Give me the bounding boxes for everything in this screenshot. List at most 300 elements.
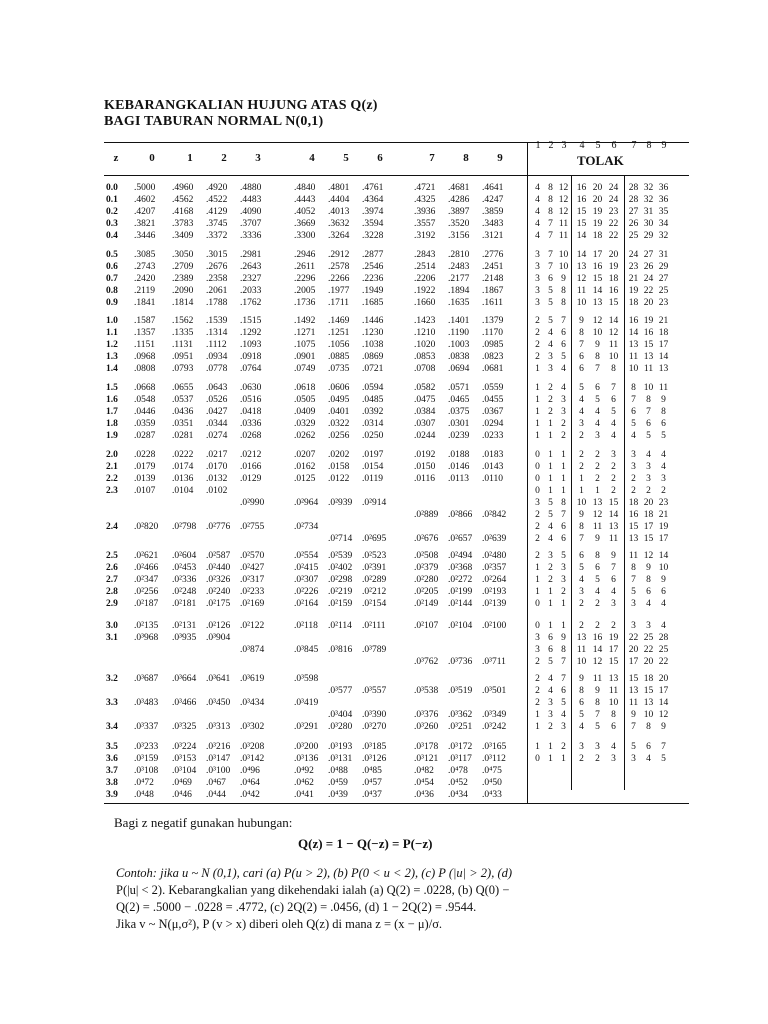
probability-cell: .0838	[448, 352, 470, 362]
difference-cell: 3	[535, 298, 540, 308]
difference-cell: 2	[535, 340, 540, 350]
table-bottom-rule	[104, 803, 689, 804]
probability-cell: .0²539	[328, 551, 353, 561]
probability-cell: .0²415	[294, 563, 319, 573]
difference-cell: 1	[548, 754, 553, 764]
difference-cell: 8	[611, 710, 616, 720]
difference-cell: 18	[592, 231, 603, 241]
probability-cell: .0²368	[448, 563, 473, 573]
probability-cell: .0²676	[414, 534, 439, 544]
difference-cell: 8	[548, 207, 553, 217]
difference-cell: 3	[535, 250, 540, 260]
difference-cell: 16	[628, 510, 639, 520]
probability-cell: .0²326	[206, 575, 231, 585]
difference-cell: 1	[561, 462, 566, 472]
probability-cell: .4602	[134, 195, 156, 205]
probability-cell: .0146	[448, 462, 470, 472]
difference-cell: 16	[608, 286, 619, 296]
probability-cell: .0²939	[328, 498, 353, 508]
probability-cell: .3192	[414, 231, 436, 241]
difference-cell: 11	[608, 686, 619, 696]
difference-cell: 4	[548, 674, 553, 684]
z-value: 2.1	[106, 462, 118, 472]
probability-cell: .0129	[240, 474, 262, 484]
difference-cell: 11	[576, 645, 587, 655]
difference-cell: 4	[535, 219, 540, 229]
probability-cell: .0⁴44	[206, 790, 226, 800]
difference-cell: 13	[576, 262, 587, 272]
difference-cell: 17	[658, 686, 669, 696]
probability-cell: .0³390	[362, 710, 387, 720]
probability-cell: .0²866	[448, 510, 473, 520]
z-value: 0.0	[106, 183, 118, 193]
difference-header: 4	[579, 140, 585, 151]
difference-cell: 25	[643, 633, 654, 643]
difference-cell: 3	[535, 274, 540, 284]
difference-cell: 5	[548, 498, 553, 508]
difference-cell: 17	[658, 340, 669, 350]
difference-cell: 12	[643, 551, 654, 561]
probability-cell: .0²494	[448, 551, 473, 561]
difference-cell: 2	[595, 462, 600, 472]
probability-cell: .0²126	[206, 621, 231, 631]
probability-cell: .0³112	[482, 754, 506, 764]
probability-cell: .0294	[482, 419, 504, 429]
probability-cell: .4960	[172, 183, 194, 193]
probability-cell: .0²114	[328, 621, 352, 631]
probability-cell: .0²205	[414, 587, 439, 597]
difference-cell: 2	[535, 316, 540, 326]
probability-cell: .0392	[362, 407, 384, 417]
z-value: 1.8	[106, 419, 118, 429]
probability-cell: .0694	[448, 364, 470, 374]
probability-cell: .0823	[482, 352, 504, 362]
probability-cell: .0764	[240, 364, 262, 374]
difference-cell: 1	[535, 722, 540, 732]
probability-cell: .0934	[206, 352, 228, 362]
difference-cell: 7	[561, 316, 566, 326]
probability-cell: .3446	[134, 231, 156, 241]
probability-cell: .0²347	[134, 575, 159, 585]
probability-cell: .0119	[362, 474, 384, 484]
difference-cell: 15	[576, 207, 587, 217]
probability-cell: .0537	[172, 395, 194, 405]
probability-cell: .2236	[362, 274, 384, 284]
difference-cell: 10	[576, 298, 587, 308]
difference-cell: 3	[561, 563, 566, 573]
difference-cell: 3	[611, 599, 616, 609]
probability-cell: .0³404	[328, 710, 353, 720]
difference-cell: 15	[643, 686, 654, 696]
difference-cell: 3	[548, 698, 553, 708]
probability-cell: .0618	[294, 383, 316, 393]
difference-cell: 8	[595, 551, 600, 561]
probability-cell: .0²990	[240, 498, 265, 508]
probability-cell: .0107	[134, 486, 156, 496]
probability-cell: .0⁴59	[328, 778, 348, 788]
probability-cell: .0³874	[240, 645, 265, 655]
difference-cell: 1	[548, 599, 553, 609]
difference-cell: 27	[628, 207, 639, 217]
difference-header: 3	[561, 140, 567, 151]
difference-cell: 28	[658, 633, 669, 643]
probability-cell: .0²175	[206, 599, 231, 609]
probability-cell: .1038	[362, 340, 384, 350]
difference-cell: 10	[643, 710, 654, 720]
difference-cell: 21	[658, 316, 669, 326]
probability-cell: .0²964	[294, 498, 319, 508]
probability-cell: .0²427	[240, 563, 265, 573]
difference-cell: 1	[561, 474, 566, 484]
difference-cell: 5	[661, 754, 666, 764]
difference-cell: 3	[631, 621, 636, 631]
difference-cell: 2	[631, 474, 636, 484]
difference-cell: 2	[579, 621, 584, 631]
difference-cell: 4	[611, 419, 616, 429]
probability-cell: .0²570	[240, 551, 265, 561]
difference-cell: 19	[608, 633, 619, 643]
probability-cell: .0³193	[328, 742, 353, 752]
probability-cell: .0174	[172, 462, 194, 472]
probability-cell: .0869	[362, 352, 384, 362]
difference-cell: 12	[608, 328, 619, 338]
probability-cell: .4721	[414, 183, 436, 193]
difference-cell: 19	[608, 262, 619, 272]
probability-cell: .4207	[134, 207, 156, 217]
difference-cell: 6	[548, 645, 553, 655]
difference-cell: 12	[558, 195, 569, 205]
difference-cell: 11	[658, 383, 669, 393]
probability-cell: .0³501	[482, 686, 507, 696]
difference-cell: 7	[548, 250, 553, 260]
difference-cell: 13	[643, 352, 654, 362]
difference-cell: 28	[628, 195, 639, 205]
probability-cell: .0²289	[362, 575, 387, 585]
difference-cell: 0	[535, 599, 540, 609]
difference-cell: 3	[579, 419, 584, 429]
probability-cell: .4801	[328, 183, 350, 193]
probability-cell: .0³121	[414, 754, 439, 764]
difference-cell: 10	[576, 657, 587, 667]
probability-cell: .3156	[448, 231, 470, 241]
difference-cell: 1	[535, 383, 540, 393]
difference-cell: 5	[595, 722, 600, 732]
difference-cell: 3	[579, 742, 584, 752]
difference-cell: 2	[631, 486, 636, 496]
z-value: 2.6	[106, 563, 118, 573]
probability-cell: .0359	[134, 419, 156, 429]
probability-cell: .1515	[240, 316, 262, 326]
difference-cell: 2	[561, 431, 566, 441]
probability-cell: .0²914	[362, 498, 387, 508]
difference-cell: 5	[631, 587, 636, 597]
z-value: 2.4	[106, 522, 118, 532]
probability-cell: .3520	[448, 219, 470, 229]
probability-cell: .1660	[414, 298, 436, 308]
divider-diff-1	[571, 175, 572, 790]
probability-cell: .0268	[240, 431, 262, 441]
probability-cell: .1093	[240, 340, 262, 350]
difference-cell: 1	[535, 431, 540, 441]
difference-cell: 8	[631, 383, 636, 393]
difference-cell: 0	[535, 474, 540, 484]
negative-z-note: Bagi z negatif gunakan hubungan:	[114, 815, 293, 830]
difference-cell: 19	[628, 286, 639, 296]
probability-cell: .0³159	[134, 754, 159, 764]
difference-cell: 8	[646, 395, 651, 405]
probability-cell: .0307	[414, 419, 436, 429]
probability-cell: .0351	[172, 419, 194, 429]
difference-cell: 4	[535, 231, 540, 241]
difference-cell: 6	[561, 534, 566, 544]
difference-cell: 24	[628, 250, 639, 260]
probability-cell: .0262	[294, 431, 316, 441]
probability-cell: .0³117	[448, 754, 472, 764]
difference-cell: 8	[579, 686, 584, 696]
difference-cell: 0	[535, 754, 540, 764]
difference-cell: 14	[608, 316, 619, 326]
difference-cell: 2	[535, 522, 540, 532]
difference-cell: 9	[661, 722, 666, 732]
difference-cell: 11	[558, 231, 569, 241]
probability-cell: .0571	[448, 383, 470, 393]
probability-cell: .4641	[482, 183, 504, 193]
probability-cell: .0²272	[448, 575, 473, 585]
difference-cell: 6	[561, 340, 566, 350]
difference-cell: 5	[611, 407, 616, 417]
difference-cell: 34	[658, 219, 669, 229]
probability-cell: .0⁴46	[172, 790, 192, 800]
probability-cell: .0²523	[362, 551, 387, 561]
probability-cell: .1562	[172, 316, 194, 326]
difference-cell: 10	[558, 262, 569, 272]
probability-cell: .0104	[172, 486, 194, 496]
probability-cell: .2946	[294, 250, 316, 260]
probability-cell: .0170	[206, 462, 228, 472]
difference-cell: 13	[592, 298, 603, 308]
probability-cell: .1711	[328, 298, 350, 308]
difference-cell: 13	[628, 340, 639, 350]
probability-cell: .0778	[206, 364, 228, 374]
probability-cell: .0735	[328, 364, 350, 374]
difference-cell: 1	[535, 563, 540, 573]
difference-cell: 1	[548, 431, 553, 441]
example-line-4: Jika v ~ N(μ,σ²), P (v > x) diberi oleh Q(z) di mana z = (x − μ)/σ.	[116, 917, 443, 931]
probability-cell: .1867	[482, 286, 504, 296]
difference-cell: 6	[646, 419, 651, 429]
difference-cell: 1	[535, 575, 540, 585]
difference-cell: 8	[579, 522, 584, 532]
probability-cell: .0⁴36	[414, 790, 434, 800]
difference-cell: 2	[548, 722, 553, 732]
difference-cell: 4	[561, 364, 566, 374]
probability-cell: .0³302	[240, 722, 265, 732]
probability-cell: .0²379	[414, 563, 439, 573]
difference-cell: 21	[628, 274, 639, 284]
title-line-2: BAGI TABURAN NORMAL N(0,1)	[104, 114, 324, 129]
probability-cell: .4681	[448, 183, 470, 193]
probability-cell: .0²466	[134, 563, 159, 573]
probability-cell: .0708	[414, 364, 436, 374]
probability-cell: .2843	[414, 250, 436, 260]
difference-cell: 15	[643, 534, 654, 544]
probability-cell: .1151	[134, 340, 156, 350]
difference-cell: 2	[595, 599, 600, 609]
z-value: 0.3	[106, 219, 118, 229]
probability-cell: .0³147	[206, 754, 231, 764]
difference-cell: 2	[611, 486, 616, 496]
probability-cell: .0²264	[482, 575, 507, 585]
difference-cell: 4	[646, 450, 651, 460]
difference-cell: 12	[592, 316, 603, 326]
difference-cell: 3	[535, 262, 540, 272]
difference-header: 1	[535, 140, 541, 151]
probability-cell: .1762	[240, 298, 262, 308]
difference-cell: 2	[611, 474, 616, 484]
difference-cell: 16	[643, 328, 654, 338]
difference-cell: 7	[611, 383, 616, 393]
difference-cell: 3	[548, 710, 553, 720]
probability-cell: .0116	[414, 474, 436, 484]
probability-cell: .0853	[414, 352, 436, 362]
difference-cell: 9	[561, 274, 566, 284]
difference-cell: 2	[548, 575, 553, 585]
probability-cell: .0436	[172, 407, 194, 417]
difference-cell: 2	[535, 686, 540, 696]
probability-cell: .0³108	[134, 766, 159, 776]
difference-cell: 17	[643, 522, 654, 532]
probability-cell: .0³242	[482, 722, 507, 732]
probability-cell: .0³280	[328, 722, 353, 732]
difference-cell: 27	[658, 274, 669, 284]
difference-cell: 1	[561, 599, 566, 609]
probability-cell: .1271	[294, 328, 316, 338]
difference-cell: 10	[576, 498, 587, 508]
difference-cell: 2	[579, 431, 584, 441]
probability-cell: .0⁴62	[294, 778, 314, 788]
difference-cell: 6	[561, 522, 566, 532]
probability-cell: .0367	[482, 407, 504, 417]
difference-cell: 3	[535, 645, 540, 655]
difference-cell: 4	[611, 587, 616, 597]
difference-cell: 2	[561, 587, 566, 597]
probability-cell: .2514	[414, 262, 436, 272]
probability-cell: .4404	[328, 195, 350, 205]
probability-cell: .0²357	[482, 563, 507, 573]
probability-cell: .0681	[482, 364, 504, 374]
z-value: 2.8	[106, 587, 118, 597]
difference-cell: 13	[608, 674, 619, 684]
probability-cell: .0102	[206, 486, 228, 496]
difference-cell: 5	[631, 419, 636, 429]
probability-cell: .0158	[328, 462, 350, 472]
probability-cell: .0⁴67	[206, 778, 226, 788]
column-header: 4	[309, 152, 315, 164]
probability-cell: .0885	[328, 352, 350, 362]
z-value: 3.4	[106, 722, 118, 732]
probability-cell: .3228	[362, 231, 384, 241]
difference-cell: 2	[595, 621, 600, 631]
difference-cell: 1	[548, 419, 553, 429]
difference-cell: 1	[561, 621, 566, 631]
probability-cell: .0188	[448, 450, 470, 460]
probability-cell: .0446	[134, 407, 156, 417]
difference-cell: 14	[576, 250, 587, 260]
z-value: 1.9	[106, 431, 118, 441]
probability-cell: .0³185	[362, 742, 387, 752]
difference-cell: 7	[631, 722, 636, 732]
probability-cell: .0110	[482, 474, 504, 484]
difference-cell: 6	[646, 587, 651, 597]
probability-cell: .2061	[206, 286, 228, 296]
probability-cell: .0³904	[206, 633, 231, 643]
probability-cell: .0³664	[172, 674, 197, 684]
probability-cell: .0202	[328, 450, 350, 460]
probability-cell: .0³483	[134, 698, 159, 708]
difference-cell: 9	[561, 633, 566, 643]
difference-cell: 2	[646, 486, 651, 496]
probability-cell: .0⁴69	[172, 778, 192, 788]
difference-cell: 9	[611, 551, 616, 561]
probability-cell: .0³165	[482, 742, 507, 752]
z-value: 3.8	[106, 778, 118, 788]
difference-cell: 7	[646, 407, 651, 417]
probability-cell: .4168	[172, 207, 194, 217]
probability-cell: .0⁴39	[328, 790, 348, 800]
probability-cell: .0427	[206, 407, 228, 417]
probability-cell: .0²695	[362, 534, 387, 544]
probability-cell: .1788	[206, 298, 228, 308]
probability-cell: .0179	[134, 462, 156, 472]
difference-cell: 30	[643, 219, 654, 229]
z-value: 1.4	[106, 364, 118, 374]
z-value: 2.7	[106, 575, 118, 585]
probability-cell: .2546	[362, 262, 384, 272]
difference-cell: 6	[548, 633, 553, 643]
difference-cell: 4	[561, 710, 566, 720]
example-line-1: Contoh: jika u ~ N (0,1), cari (a) P(u > 2), (b) P(0 < u < 2), (c) P (|u| > 2), (d)	[116, 866, 513, 880]
difference-cell: 13	[576, 633, 587, 643]
column-header: 3	[255, 152, 261, 164]
probability-cell: .3897	[448, 207, 470, 217]
z-value: 3.3	[106, 698, 118, 708]
probability-cell: .0³711	[482, 657, 506, 667]
probability-cell: .3745	[206, 219, 228, 229]
difference-cell: 7	[561, 657, 566, 667]
probability-cell: .0287	[134, 431, 156, 441]
difference-cell: 16	[576, 183, 587, 193]
probability-cell: .3821	[134, 219, 156, 229]
column-header: 0	[149, 152, 155, 164]
probability-cell: .0⁴33	[482, 790, 502, 800]
difference-cell: 3	[548, 364, 553, 374]
difference-cell: 5	[579, 383, 584, 393]
probability-cell: .0²336	[172, 575, 197, 585]
probability-cell: .0228	[134, 450, 156, 460]
probability-cell: .2709	[172, 262, 194, 272]
probability-cell: .0³538	[414, 686, 439, 696]
difference-cell: 12	[558, 183, 569, 193]
probability-cell: .0⁴37	[362, 790, 382, 800]
difference-cell: 12	[658, 710, 669, 720]
probability-cell: .0²776	[206, 522, 231, 532]
z-value: 2.5	[106, 551, 118, 561]
difference-cell: 11	[628, 551, 639, 561]
difference-cell: 3	[561, 395, 566, 405]
probability-cell: .0³376	[414, 710, 439, 720]
difference-cell: 2	[579, 462, 584, 472]
difference-cell: 3	[548, 352, 553, 362]
